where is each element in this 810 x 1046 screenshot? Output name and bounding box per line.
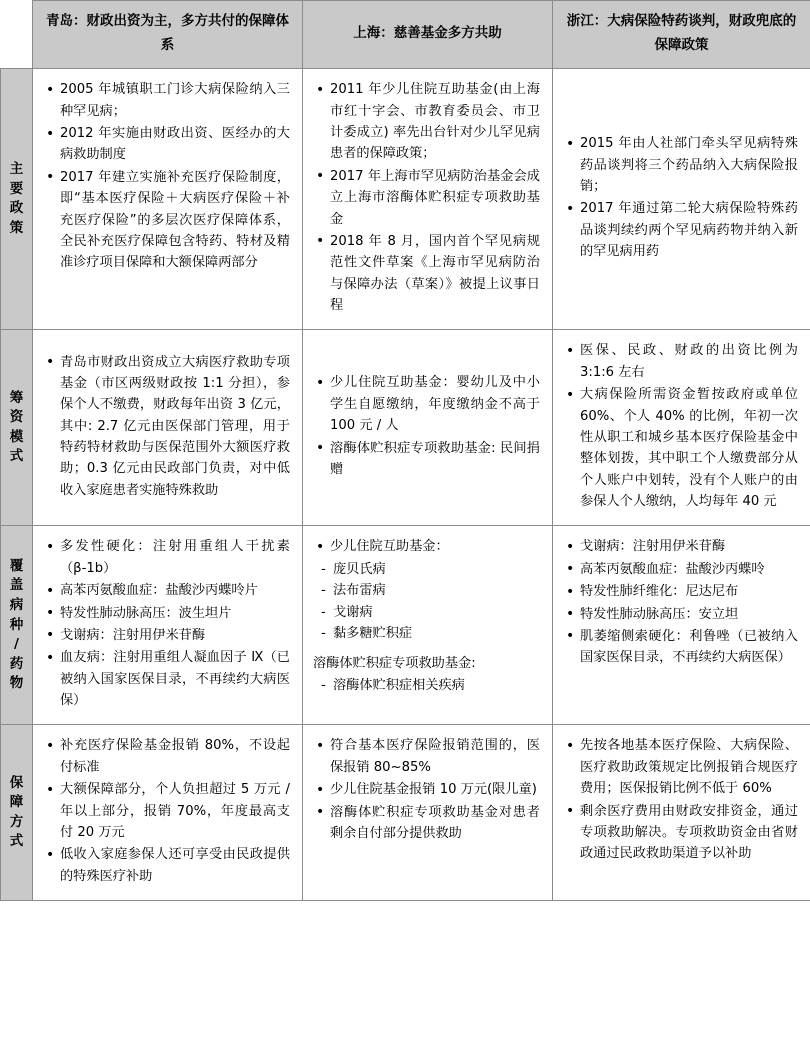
- row-label-text: 筹资模式: [9, 389, 24, 465]
- shanghai-fund-title: 溶酶体贮积症专项救助基金:: [313, 656, 476, 672]
- bullet-list: [313, 536, 540, 557]
- bullet-list: [563, 536, 798, 668]
- cell-qingdao-coverage-method: [33, 725, 303, 901]
- list-item: • 少儿住院基金报销 10 万元(限儿童): [330, 779, 540, 800]
- table-row: [1, 725, 810, 901]
- cell-qingdao-covered-diseases: [33, 526, 303, 725]
- header-row: [1, 1, 810, 69]
- list-item: • 2005 年城镇职工门诊大病保险纳入三种罕见病；: [60, 79, 290, 122]
- list-item: • 2011 年少儿住院互助基金(由上海市红十字会、市教育委员会、市卫计委成立) 率先出台针对少儿罕见病患者的保障政策；: [330, 79, 540, 165]
- list-item: • 特发性肺动脉高压：安立坦: [580, 604, 798, 625]
- list-item: • 2017 年通过第二轮大病保险特殊药品谈判续约两个罕见病药物并纳入新的罕见病用药: [580, 198, 798, 262]
- column-header-qingdao: 青岛：财政出资为主，多方共付的保障体系: [33, 1, 303, 69]
- cell-zhejiang-main-policy: [553, 69, 810, 330]
- sub-list-item: - 庞贝氏病: [333, 559, 540, 580]
- cell-zhejiang-coverage-method: [553, 725, 810, 901]
- list-item: • 戈谢病：注射用伊米苷酶: [580, 536, 798, 557]
- sub-list: [313, 559, 540, 645]
- sub-list-item: - 溶酶体贮积症相关疾病: [333, 675, 540, 696]
- row-label-main-policy: [1, 69, 33, 330]
- list-item: • 剩余医疗费用由财政安排资金，通过专项救助解决。专项救助资金由省财政通过民政救助渠道予以补助: [580, 801, 798, 865]
- list-item: • 溶酶体贮积症专项救助基金: 民间捐赠: [330, 438, 540, 481]
- sub-list-secondary: [313, 675, 540, 696]
- list-item: • 青岛市财政出资成立大病医疗救助专项基金（市区两级财政按 1:1 分担），参保个人不缴费，财政每年出资 3 亿元，其中: 2.7 亿元由医保部门管理，用于特药特材救助与医保范围外大额医疗救助；0.3 亿元由民政部门负责，对中低收入家庭患者实施特殊救助: [60, 352, 290, 502]
- list-item: • 2015 年由人社部门牵头罕见病特殊药品谈判将三个药品纳入大病保险报销；: [580, 133, 798, 197]
- table-row: [1, 526, 810, 725]
- sub-list-item: - 法布雷病: [333, 580, 540, 601]
- list-item: • 大病保险所需资金暂按政府或单位 60%、个人 40% 的比例，年初一次性从职工和城乡基本医疗保险基金中整体划拨，其中职工个人缴费部分从个人账户中划转，没有个人账户的由参保人个人缴纳，人均每年 40 元: [580, 384, 798, 512]
- list-item: • 2017 年建立实施补充医疗保险制度，即“基本医疗保险＋大病医疗保险＋补充医疗保险”的多层次医疗保障体系，全民补充医疗保障包含特药、特材及精准诊疗项目保障和大额保障两部分: [60, 167, 290, 274]
- list-item: • 溶酶体贮积症专项救助基金对患者剩余自付部分提供救助: [330, 802, 540, 845]
- bullet-list: [563, 735, 798, 864]
- list-item: • 2018 年 8 月，国内首个罕见病规范性文件草案《上海市罕见病防治与保障办法（草案）》被提上议事日程: [330, 231, 540, 317]
- list-item: • 血友病：注射用重组人凝血因子 Ⅸ（已被纳入国家医保目录，不再续约大病医保）: [60, 647, 290, 711]
- list-item: • 特发性肺纤维化：尼达尼布: [580, 581, 798, 602]
- row-label-text: 保障方式: [9, 774, 24, 850]
- bullet-list: [43, 735, 290, 887]
- cell-shanghai-covered-diseases: [303, 526, 553, 725]
- list-item: • 2012 年实施由财政出资、医经办的大病救助制度: [60, 123, 290, 166]
- list-item: • 低收入家庭参保人还可享受由民政提供的特殊医疗补助: [60, 844, 290, 887]
- bullet-list: [313, 735, 540, 844]
- row-label-covered-diseases: [1, 526, 33, 725]
- bullet-list: [563, 340, 798, 512]
- bullet-list: [43, 352, 290, 502]
- list-item: • 医保、民政、财政的出资比例为 3:1:6 左右: [580, 340, 798, 383]
- bullet-list: [313, 79, 540, 316]
- bullet-list: [43, 536, 290, 711]
- table-row: [1, 69, 810, 330]
- header-corner: [1, 1, 33, 69]
- cell-shanghai-coverage-method: [303, 725, 553, 901]
- list-item: • 2017 年上海市罕见病防治基金会成立上海市溶酶体贮积症专项救助基金: [330, 166, 540, 230]
- list-item: • 少儿住院互助基金：: [330, 536, 540, 557]
- list-item: • 先按各地基本医疗保险、大病保险、医疗救助政策规定比例报销合规医疗费用；医保报销比例不低于 60%: [580, 735, 798, 799]
- row-label-coverage-method: [1, 725, 33, 901]
- cell-zhejiang-covered-diseases: [553, 526, 810, 725]
- cell-zhejiang-funding-model: [553, 330, 810, 526]
- bullet-list: [43, 79, 290, 273]
- column-header-zhejiang: 浙江：大病保险特药谈判，财政兜底的保障政策: [553, 1, 810, 69]
- table-header: [1, 1, 810, 69]
- list-item: • 补充医疗保险基金报销 80%，不设起付标准: [60, 735, 290, 778]
- list-item: • 少儿住院互助基金：婴幼儿及中小学生自愿缴纳，年度缴纳金不高于 100 元 / 人: [330, 372, 540, 436]
- list-item: • 特发性肺动脉高压：波生坦片: [60, 603, 290, 624]
- row-label-funding-model: [1, 330, 33, 526]
- row-label-text: 覆盖病种 / 药物: [9, 557, 24, 692]
- bullet-list: [313, 372, 540, 480]
- bullet-list: [563, 133, 798, 262]
- row-label-text: 主要政策: [9, 161, 24, 236]
- list-item: • 符合基本医疗保险报销范围的，医保报销 80~85%: [330, 735, 540, 778]
- list-item: • 戈谢病：注射用伊米苷酶: [60, 625, 290, 646]
- cell-shanghai-main-policy: [303, 69, 553, 330]
- column-header-shanghai: 上海：慈善基金多方共助: [303, 1, 553, 69]
- sub-list-item: - 戈谢病: [333, 602, 540, 623]
- list-item: • 多发性硬化：注射用重组人干扰素（β-1b）: [60, 536, 290, 579]
- table-body: [1, 69, 810, 901]
- cell-qingdao-funding-model: [33, 330, 303, 526]
- cell-qingdao-main-policy: [33, 69, 303, 330]
- sub-list-item: - 黏多糖贮积症: [333, 623, 540, 644]
- list-item: • 高苯丙氨酸血症：盐酸沙丙蝶呤片: [60, 580, 290, 601]
- list-item: • 大额保障部分，个人负担超过 5 万元 / 年以上部分，报销 70%，年度最高支付 20 万元: [60, 779, 290, 843]
- table-row: [1, 330, 810, 526]
- list-item: • 肌萎缩侧索硬化：利鲁唑（已被纳入国家医保目录，不再续约大病医保）: [580, 626, 798, 669]
- list-item: • 高苯丙氨酸血症：盐酸沙丙蝶呤: [580, 559, 798, 580]
- cell-shanghai-funding-model: [303, 330, 553, 526]
